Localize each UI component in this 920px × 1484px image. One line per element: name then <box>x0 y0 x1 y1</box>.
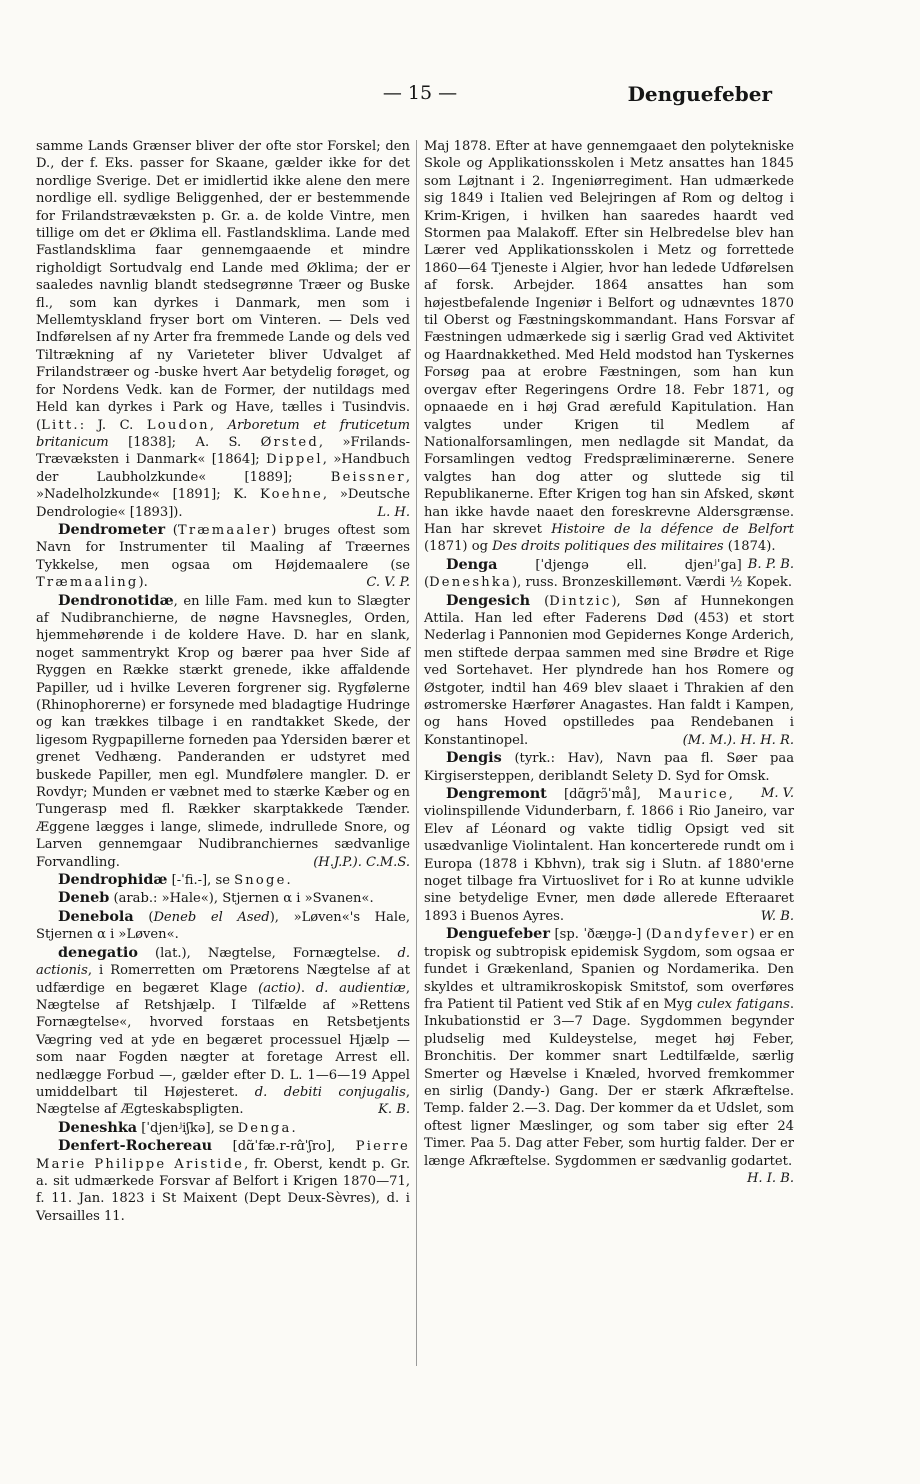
italic-term: culex fatigans <box>696 996 790 1012</box>
entry-continuation <box>36 138 410 521</box>
synonym: Deneshka <box>429 575 513 591</box>
author-signature: M. V. <box>760 786 794 802</box>
text: ), Søn af Hunnekongen Attila. Han led efter Faderens Død (453) et stort Nederlag i Pannonien mod Gepidernes Konge Arderich, men stiftede derpaa sammen med sine Brødre et Rige ved Sortehavet. Her plyndrede han hos Romere og Østgoter, indtil han 469 blev slaaet i Thrakien af den østromerske Hærfører Anagastes. Han faldt i Kampen, og hans Hoved opstilledes paa Rendebanen i Konstantinopel. <box>424 593 794 748</box>
text: . <box>286 873 291 889</box>
person-name: Maurice <box>658 787 729 803</box>
author-name: Ørsted <box>260 434 319 450</box>
text: [dɑ̃ˈfæ.r-rɑ̂ˈʃro], <box>212 1139 356 1155</box>
headword: Dendrometer <box>58 520 166 538</box>
headword: Denga <box>446 555 498 573</box>
italic-term: d. actionis <box>36 945 410 979</box>
text: [1838]; A. S. <box>108 434 261 450</box>
entry-dengesich <box>424 592 794 750</box>
text: ( <box>133 909 154 925</box>
text: . <box>291 1120 296 1136</box>
text: [dɑ̃grɔ̃ˈmå], <box>546 787 659 803</box>
text: Maj 1878. Efter at have gennemgaaet den polytekniske Skole og Applikationsskolen i Metz ansattes han 1845 som Løjtnant i 2. Ingeniørregiment. Han udmærkede sig 1849 i Italien ved Belejringen af Rom og deltog i Krim-Krigen, i hvilken han saaredes haardt ved Stormen paa Malakoff. Efter sin Helbredelse blev han Lærer ved Applikationsskolen i Metz og forrettede 1860—64 Tjeneste i Algier, hvor han ledede Udførelsen af forsk. Arbejder. 1864 ansattes han som højestbefalende Ingeniør i Belfort og udnævntes 1870 til Oberst og Fæstningskommandant. Hans Forsvar af Fæstningen udmærkede sig i særlig Grad ved Aktivitet og Haardnakkethed. Med Held modstod han Tyskernes Forsøg paa at erobre Fæstningen, som han kun overgav efter Regeringens Ordre 18. Febr 1871, og opnaaede en i høj Grad ærefuld Kapitulation. Han valgtes under Krigen til Medlem af Nationalforsamlingen, men nedlagde sit Mandat, da Forsamlingen vedtog Fredspræliminærerne. Senere valgtes han dog atter og sluttede sig til Republikanerne. Efter Krigen tog han sin Afsked, skønt han ikke havde naaet den foreskrevne Aldersgrænse. Han har skrevet <box>424 139 794 537</box>
text: ), »Løven«'s Hale, Stjernen α i »Løven«. <box>36 909 410 943</box>
author-signature: H. I. B. <box>746 1170 794 1186</box>
headword: Dendronotidæ <box>58 591 174 609</box>
synonym: Træmaaler <box>177 522 272 538</box>
entry-denfert-rochereau <box>36 1137 410 1225</box>
synonym: Dandyfever <box>651 927 750 943</box>
author-signature: (M. M.). H. H. R. <box>682 732 794 748</box>
author-name: Beissner <box>330 469 406 485</box>
text: , »Frilands-Trævæksten i Danmark« [1864]; <box>36 434 410 468</box>
running-head: Denguefeber <box>627 82 772 106</box>
entry-dengremont <box>424 785 794 925</box>
headword: Deneshka <box>58 1118 138 1136</box>
cross-reference: Træmaaling <box>36 575 139 591</box>
author-signature: W. B. <box>760 908 794 924</box>
text: , Nægtelse af Ægteskabspligten. <box>36 1084 410 1118</box>
text: . Inkubationstid er 3—7 Dage. Sygdommen begynder pludselig med Kuldeystelse, meget høj Feber, Bronchitis. Der kommer snart Ledtilfælde, særlig Smerter og Hævelse i Knæled, hvorved fremkommer en sirlig (Dandy-) Gang. Der er stærk Afkræftelse. Temp. falder 2.—3. Dag. Der kommer da et Udslet, som oftest ligner Mæslinger, og som taber sig efter 24 Timer. Paa 5. Dag atter Feber, som hurtig falder. Der er længe Afkræftelse. Sygdommen er sædvanlig godartet. <box>424 996 794 1169</box>
text: , fr. Oberst, kendt p. Gr. a. sit udmærkede Forsvar af Belfort i Krigen 1870—71, f. 11. Jan. 1823 i St Maixent (Dept Deux-Sèvres), d. i Versailles 11. <box>36 1156 410 1224</box>
italic-term: (actio) <box>258 980 301 996</box>
author-signature: (H.J.P.). C.M.S. <box>313 854 410 870</box>
headword: Dengesich <box>446 591 531 609</box>
headword: Denfert-Rochereau <box>58 1137 213 1155</box>
page-header <box>0 82 920 112</box>
text: . <box>300 980 316 996</box>
text: (tyrk.: Hav), Navn paa fl. Søer paa Kirgisersteppen, deriblandt Selety D. Syd for Omsk. <box>424 751 794 784</box>
italic-term: d. debiti conjugalis <box>254 1084 406 1100</box>
text: samme Lands Grænser bliver der ofte stor Forskel; den D., der f. Eks. passer for Skaane, gælder ikke for det nordlige Sverige. Det er imidlertid ikke alene den mere nordlige ell. sydlige Beliggenhed, der er bestemmende for Frilandstrævæksten p. Gr. a. de kolde Vintre, men tillige om det er Øklima ell. Fastlandsklima. Lande med Fastlandsklima faar gennemgaaende et mindre righoldigt Sortudvalg end Lande med Øklima; der er saaledes navnlig blandt stedsegrønne Træer og Buske fl., som kan dyrkes i Danmark, men som i Mellemtyskland fryser bort om Vinteren. — Dels ved Indførelsen af ny Arter fra fremmede Lande og dels ved Tiltrækning af ny Varieteter bliver Udvalget af Frilandstræer og -buske hvert Aar betydelig forøget, og for Nordens Vedk. kan de Former, der nutildags med Held kan dyrkes i Park og Have, tælles i Tusindvis. ( <box>36 139 410 433</box>
litt-label: Litt. <box>41 417 80 433</box>
italic-term: Des droits politiques des militaires <box>492 539 724 555</box>
text: (arab.: »Hale«), Stjernen α i »Svanen«. <box>109 891 374 907</box>
page-number: — 15 — <box>382 82 458 104</box>
entry-dendronotidae <box>36 592 410 872</box>
cross-reference: Snoge <box>234 873 287 889</box>
headword: Denguefeber <box>446 925 550 943</box>
text: ), russ. Bronzeskillemønt. Værdi ½ Kopek. <box>512 575 792 591</box>
author-signature: K. B. <box>378 1102 410 1118</box>
synonym: Dintzic <box>549 593 612 609</box>
text: ) bruges oftest som Navn for Instrumenter til Maaling af Træernes Tykkelse, men ogsaa om Højdemaalere (se <box>36 522 410 573</box>
entry-denguefeber <box>424 925 795 1186</box>
text: , violinspillende Vidunderbarn, f. 1866 i Rio Janeiro, var Elev af Léonard og vakte tidlig Opsigt ved sit usædvanlige Violintalent. Han koncerterede rundt om i Europa (1878 i Kbhvn), trak sig i Slutn. af 1880'erne noget tilbage fra Virtuoslivet for i Ro at kunne udvikle sine betydelige Evner, men døde allerede Efteraaret 1893 i Buenos Ayres. <box>424 787 794 924</box>
right-column <box>424 138 794 1187</box>
text: [sp. ˈðæŋgə-] ( <box>549 927 652 943</box>
text: : J. C. <box>79 417 147 433</box>
author-name: Loudon <box>146 417 210 433</box>
entry-dendrometer <box>36 521 410 592</box>
author-signature: L. H. <box>377 504 410 520</box>
headword: Dendrophidæ <box>58 871 168 889</box>
italic-term: Deneb el Ased <box>153 909 270 925</box>
text: ). <box>138 575 148 591</box>
text: , <box>209 417 228 433</box>
headword: Dengis <box>446 749 502 767</box>
text: , »Handbuch der Laubholzkunde« [1889]; <box>36 452 410 485</box>
author-signature: B. P. B. <box>747 556 794 572</box>
text: [ˈdjenʲiʃkə], se <box>137 1120 238 1136</box>
text: ) er en tropisk og subtropisk epidemisk Sygdom, som ogsaa er fundet i Grækenland, Spanien og Nordamerika. Den skyldes et ultramikroskopisk Smitstof, som overføres fra Patient til Patient ved Stik af en Myg <box>424 927 795 1012</box>
cross-reference: Denga <box>237 1120 292 1136</box>
text: (1871) og <box>424 539 493 555</box>
text: ( <box>530 593 550 609</box>
book-title: Arboretum et fruticetum britanicum <box>36 417 410 450</box>
person-name: Pierre Marie Philippe Aristide <box>36 1139 410 1172</box>
column-divider <box>416 140 417 1366</box>
entry-dendrophidae <box>36 871 410 889</box>
entry-denegatio <box>36 944 410 1119</box>
text: (1874). <box>723 539 776 555</box>
headword: Deneb <box>58 889 110 907</box>
text: , i Romerretten om Prætorens Nægtelse af at udfærdige en begæret Klage <box>36 963 410 996</box>
text: ( <box>165 522 178 538</box>
text: , »Nadelholzkunde« [1891]; K. <box>36 469 410 503</box>
left-column <box>36 138 410 1225</box>
headword: denegatio <box>58 943 138 961</box>
author-name: Dippel <box>266 452 323 468</box>
text: (lat.), Nægtelse, Fornægtelse. <box>137 945 398 961</box>
text: [ˈdjengə ell. djenʲˈga] ( <box>424 557 742 591</box>
entry-deneshka <box>36 1119 410 1137</box>
author-name: Koehne <box>260 487 323 503</box>
author-signature: C. V. P. <box>366 575 410 591</box>
entry-deneb <box>36 889 410 907</box>
headword: Denebola <box>58 907 134 925</box>
text: , Nægtelse af Retshjælp. I Tilfælde af »Rettens Fornægtelse«, hvorved forstaas en Retsbetjents Vægring ved at yde en begæret processuel Hjælp — som naar Fogden nægter at foretage Arrest ell. nedlægge Forbud —, gælder efter D. L. 1—6—19 Appel umiddelbart til Højesteret. <box>36 980 410 1100</box>
text: , en lille Fam. med kun to Slægter af Nudibranchierne, de nøgne Havsnegles, Orden, hjemmehørende i de koldere Have. D. har en slank, noget sammentrykt Krop og bærer paa hver Side af Ryggen en Række stærkt grenede, ikke affaldende Papiller, ud i hvilke Leveren forgrener sig. Rygfølerne (Rhinophorerne) er forsynede med bladagtige Hudringe og kan trækkes tilbage i en randtakket Skede, der ligesom Rygpapillerne forneden paa Ydersiden bærer et grenet Vedhæng. Panderanden er udstyret med buskede Papiller, men egl. Mundfølere mangler. D. er Rovdyr; Munden er væbnet med to stærke Kæber og en Tungerasp med fl. Rækker skarptakkede Tænder. Æggene lægges i lange, slimede, indrullede Snore, og Larven gennemgaar Nudibranchiernes sædvanlige Forvandling. <box>36 593 410 870</box>
entry-denga <box>424 556 794 592</box>
text: , »Deutsche Dendrologie« [1893]). <box>36 487 410 520</box>
italic-term: d. audientiæ <box>315 980 406 996</box>
entry-denebola <box>36 908 410 944</box>
italic-term: Histoire de la défence de Belfort <box>551 521 794 537</box>
headword: Dengremont <box>446 785 547 803</box>
text: [-ˈfi.-], se <box>167 873 235 889</box>
